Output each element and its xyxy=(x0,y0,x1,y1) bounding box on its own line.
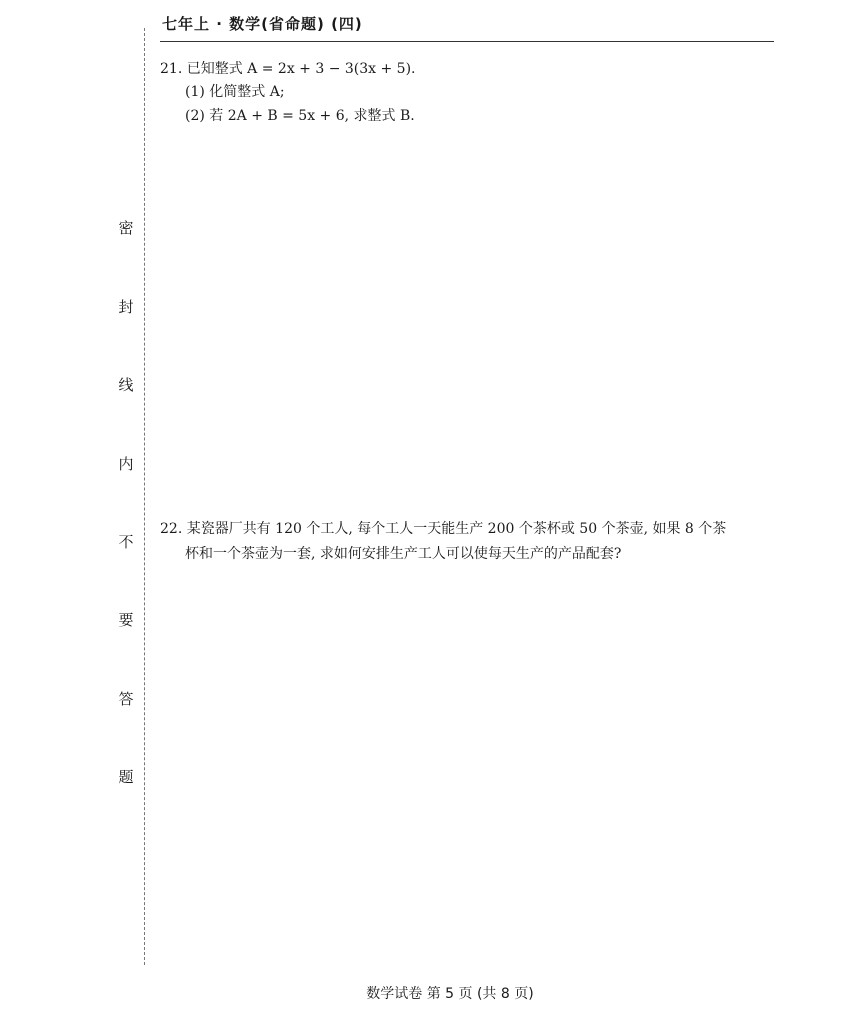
binding-dashed-line xyxy=(144,28,145,965)
seal-char: 不 xyxy=(118,533,134,551)
question-22-line-1: 22. 某瓷器厂共有 120 个工人, 每个工人一天能生产 200 个茶杯或 50 个茶壶, 如果 8 个茶 xyxy=(160,521,727,537)
seal-char: 答 xyxy=(118,690,134,708)
seal-char: 内 xyxy=(118,455,134,473)
seal-char: 密 xyxy=(118,219,134,237)
header-title: 七年上 · 数学(省命题) (四) xyxy=(162,15,363,33)
seal-char: 题 xyxy=(118,768,134,786)
seal-char: 封 xyxy=(118,298,134,316)
question-21-part-1: (1) 化简整式 A; xyxy=(185,84,285,100)
header-rule xyxy=(160,41,774,42)
seal-char: 要 xyxy=(118,611,134,629)
seal-char: 线 xyxy=(118,376,134,394)
page-footer: 数学试卷 第 5 页 (共 8 页) xyxy=(366,986,534,1002)
question-21-part-2: (2) 若 2A + B = 5x + 6, 求整式 B. xyxy=(185,108,415,124)
question-22-line-2: 杯和一个茶壶为一套, 求如何安排生产工人可以使每天生产的产品配套? xyxy=(185,546,622,562)
question-21-stem: 21. 已知整式 A = 2x + 3 − 3(3x + 5). xyxy=(160,61,416,77)
